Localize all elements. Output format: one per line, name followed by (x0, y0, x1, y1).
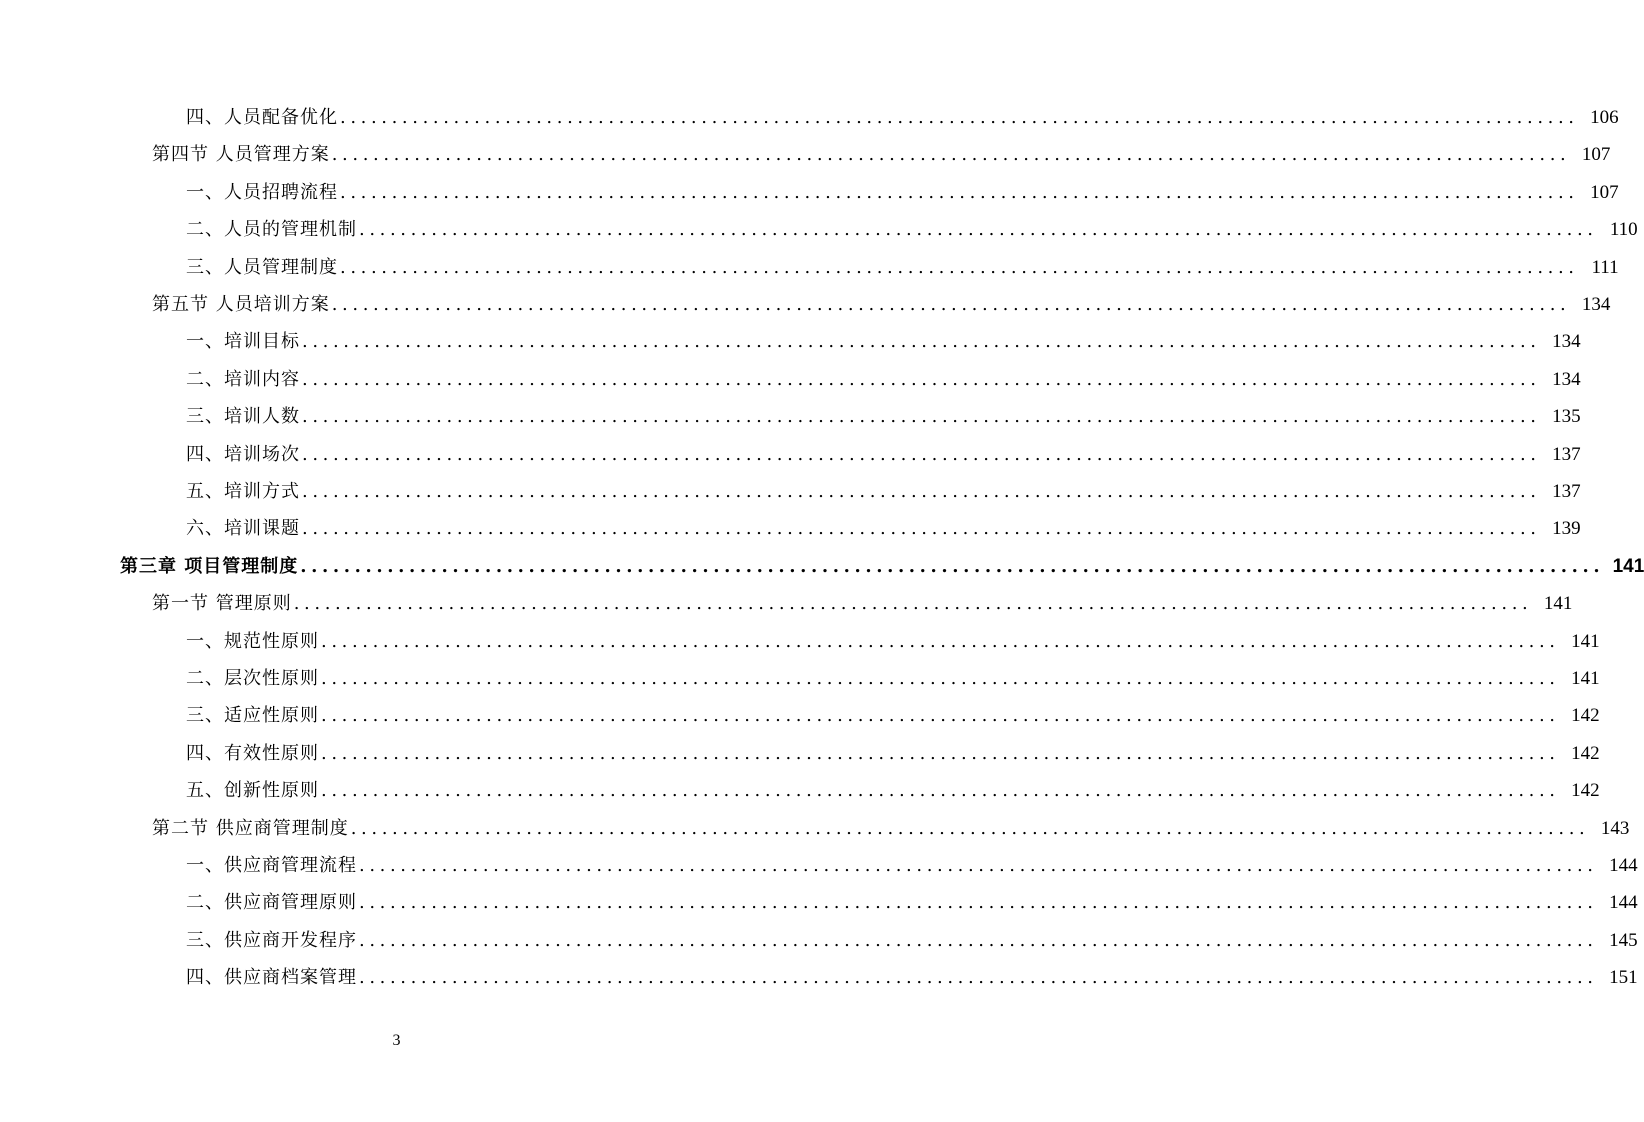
toc-entry-page-number: 141 (1543, 593, 1573, 615)
toc-entry-page-number: 151 (1609, 967, 1638, 989)
toc-entry-title: 二、供应商管理原则 (186, 892, 357, 914)
toc-entry-title: 五、培训方式 (186, 481, 300, 502)
toc-dot-leader: ........................................................................................................................ (302, 481, 1541, 502)
toc-entry[interactable] (120, 551, 1644, 583)
toc-entry-title: 第四节 人员管理方案 (152, 144, 330, 166)
toc-entry[interactable] (186, 738, 1600, 770)
toc-dot-leader: ........................................................................................................................ (321, 630, 1560, 652)
toc-entry-title: 二、培训内容 (186, 368, 300, 390)
toc-entry[interactable] (186, 364, 1581, 396)
toc-entry[interactable] (186, 401, 1581, 433)
toc-entry-page-number: 144 (1609, 855, 1638, 876)
toc-entry-page-number: 107 (1590, 181, 1619, 203)
toc-entry-page-number: 134 (1581, 294, 1611, 315)
toc-entry-title: 二、人员的管理机制 (186, 219, 357, 241)
toc-entry[interactable] (186, 925, 1638, 957)
toc-entry[interactable] (152, 289, 1611, 321)
toc-dot-leader: ........................................................................................................................ (331, 294, 1571, 315)
toc-entry-page-number: 141 (1571, 630, 1600, 652)
toc-entry[interactable] (152, 813, 1630, 845)
toc-entry-title: 三、培训人数 (186, 406, 300, 428)
toc-dot-leader: ........................................................................................................................ (321, 668, 1560, 689)
toc-entry-title: 一、培训目标 (186, 331, 300, 353)
toc-entry-title: 五、创新性原则 (186, 780, 319, 802)
toc-dot-leader: ........................................................................................................................ (359, 929, 1598, 951)
toc-entry-title: 三、供应商开发程序 (186, 929, 357, 951)
toc-entry-page-number: 107 (1581, 144, 1611, 166)
toc-entry[interactable] (186, 962, 1638, 994)
toc-dot-leader: ........................................................................................................................ (302, 331, 1541, 353)
toc-dot-leader: ........................................................................................................................ (302, 368, 1541, 390)
toc-entry-title: 第三章 项目管理制度 (120, 555, 299, 577)
toc-entry[interactable] (152, 139, 1611, 171)
toc-entry[interactable] (186, 177, 1619, 209)
toc-entry[interactable] (186, 626, 1600, 658)
toc-dot-leader: ........................................................................................................................ (359, 892, 1598, 914)
toc-entry[interactable] (186, 663, 1600, 695)
toc-dot-leader: ........................................................................................................................ (321, 742, 1560, 764)
toc-entry[interactable] (186, 476, 1581, 508)
toc-entry-page-number: 141 (1612, 555, 1644, 577)
toc-dot-leader: ........................................................................................................................ (359, 967, 1598, 989)
toc-entry[interactable] (186, 214, 1638, 246)
toc-dot-leader: ........................................................................................................................ (302, 443, 1541, 465)
toc-entry-page-number: 144 (1609, 892, 1638, 914)
toc-entry-title: 第二节 供应商管理制度 (152, 817, 349, 839)
toc-entry-title: 第五节 人员培训方案 (152, 294, 330, 315)
toc-entry[interactable] (186, 850, 1638, 882)
toc-entry-title: 四、人员配备优化 (186, 107, 338, 128)
toc-entry-title: 第一节 管理原则 (152, 593, 292, 615)
toc-entry-title: 四、培训场次 (186, 443, 300, 465)
toc-dot-leader: ........................................................................................................................ (302, 406, 1541, 428)
toc-entry-page-number: 142 (1571, 780, 1600, 802)
toc-dot-leader: ........................................................................................................................ (321, 780, 1560, 802)
toc-entry[interactable] (186, 513, 1581, 545)
toc-entry-page-number: 106 (1590, 107, 1619, 128)
toc-dot-leader: ........................................................................................................................ (340, 256, 1579, 278)
toc-entry-page-number: 111 (1591, 256, 1619, 278)
toc-dot-leader: ........................................................................................................................ (321, 705, 1560, 727)
toc-entry-title: 一、供应商管理流程 (186, 855, 357, 876)
toc-entry[interactable] (186, 326, 1581, 358)
toc-entry-page-number: 143 (1600, 817, 1630, 839)
toc-entry-page-number: 134 (1552, 368, 1581, 390)
toc-dot-leader: ........................................................................................................................ (300, 555, 1605, 577)
toc-entry[interactable] (186, 252, 1619, 284)
toc-entry-page-number: 110 (1609, 219, 1638, 241)
toc-dot-leader: ........................................................................................................................ (331, 144, 1571, 166)
toc-entry-title: 四、有效性原则 (186, 742, 319, 764)
toc-entry[interactable] (186, 887, 1638, 919)
toc-entry-page-number: 137 (1552, 443, 1581, 465)
toc-dot-leader: ........................................................................................................................ (340, 107, 1579, 128)
toc-entry-page-number: 141 (1571, 668, 1600, 689)
toc-entry-title: 三、人员管理制度 (186, 256, 338, 278)
toc-dot-leader: ........................................................................................................................ (359, 219, 1598, 241)
toc-entry-title: 六、培训课题 (186, 518, 300, 540)
toc-entry-title: 一、规范性原则 (186, 630, 319, 652)
toc-entry-title: 二、层次性原则 (186, 668, 319, 689)
toc-dot-leader: ........................................................................................................................ (293, 593, 1533, 615)
toc-entry-page-number: 137 (1552, 481, 1581, 502)
toc-entry-title: 四、供应商档案管理 (186, 967, 357, 989)
toc-entry-page-number: 139 (1552, 518, 1581, 540)
toc-entry-page-number: 145 (1609, 929, 1638, 951)
toc-entry-page-number: 135 (1552, 406, 1581, 428)
toc-entry-title: 三、适应性原则 (186, 705, 319, 727)
toc-entry[interactable] (186, 102, 1619, 134)
toc-entry[interactable] (152, 588, 1573, 620)
toc-dot-leader: ........................................................................................................................ (340, 181, 1579, 203)
toc-entry-page-number: 134 (1552, 331, 1581, 353)
toc-entry-page-number: 142 (1571, 742, 1600, 764)
toc-dot-leader: ........................................................................................................................ (350, 817, 1590, 839)
toc-entry[interactable] (186, 439, 1581, 471)
toc-entry-title: 一、人员招聘流程 (186, 181, 338, 203)
toc-dot-leader: ........................................................................................................................ (302, 518, 1541, 540)
toc-dot-leader: ........................................................................................................................ (359, 855, 1598, 876)
page-number: 3 (392, 1032, 401, 1049)
toc-entry[interactable] (186, 775, 1600, 807)
toc-entry[interactable] (186, 700, 1600, 732)
toc-entry-page-number: 142 (1571, 705, 1600, 727)
